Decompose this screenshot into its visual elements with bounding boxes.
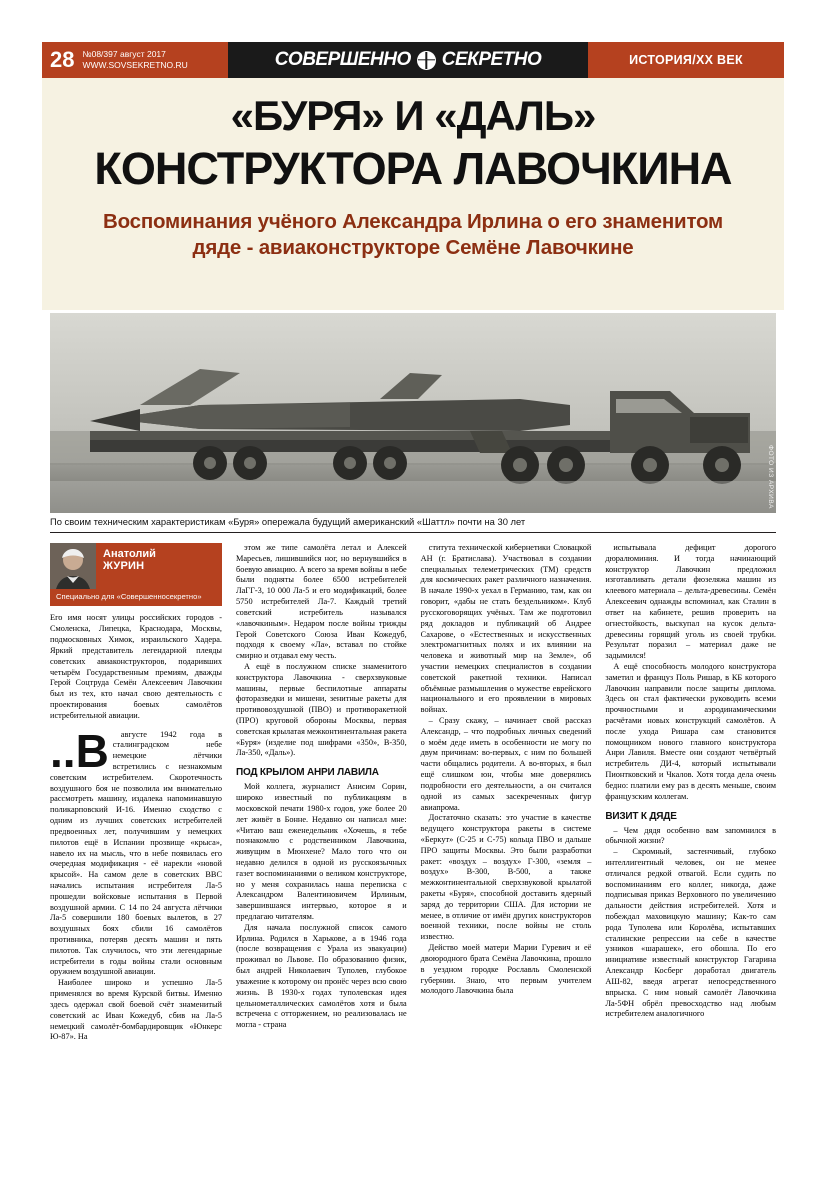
author-bio: Его имя носят улицы российских городов - Смоленска, Липецка, Краснодара, Москвы, подмосковных Химок, израильского Хадера. Яркий представитель легендарной плеяды советских авиаконструкторов, подаривших четырём Государственным премиям, дважды Герой Соцтруда Семён Алексеевич Лавочкин был из тех, кто начал свою деятельность с проектирования боевых самолётов истребительной авиации. bbox=[50, 613, 222, 720]
section-label: ИСТОРИЯ/XX ВЕК bbox=[588, 42, 784, 78]
headline-subtitle: Воспоминания учёного Александра Ирлина о его знаменитом дяде - авиаконструкторе Семёне Лавочкине bbox=[102, 210, 724, 260]
subheading: ВИЗИТ К ДЯДЕ bbox=[605, 810, 677, 822]
masthead bbox=[42, 42, 784, 78]
paragraph: – Чем дядя особенно вам запомнился в обычной жизни? bbox=[605, 825, 777, 846]
column-3 bbox=[421, 543, 592, 1173]
author-last-name: ЖУРИН bbox=[103, 559, 145, 572]
column-1 bbox=[50, 543, 222, 1173]
paragraph: Для начала послужной список самого Ирлина. Родился в Харькове, а в 1946 года (после возвращения с Урала из эвакуации) проживал во Львове. По образованию физик, был андрей Николаевич Туполев, глубокое уважение к которому он пронёс через всю свою жизнь. В 1930-х годах туполевская идея цельнометаллических самолётов хотя и была встречена с отторжением, но реализовалась не могла - страна bbox=[236, 922, 407, 1030]
column-2 bbox=[236, 543, 407, 1173]
issue-info bbox=[82, 49, 187, 72]
photo-caption: По своим техническим характеристикам «Буря» опережала будущий американский «Шаттл» почти на 30 лет bbox=[50, 516, 526, 527]
logo-part1: СОВЕРШЕННО bbox=[274, 49, 411, 70]
divider bbox=[50, 532, 776, 533]
article-columns bbox=[50, 543, 776, 1173]
author-header bbox=[50, 543, 222, 589]
author-avatar bbox=[50, 543, 96, 589]
paragraph: Мой коллега, журналист Анисим Сорин, широко известный по публикациям в московской печати 1980-х годов, уже более 20 лет живёт в Бонне. Недавно он написал мне: «Читаю ваш еженедельник «Хочешь, я тебе познакомлю с родственником Лавочкина, живущим в Мюнхене? Мало того что он недавно делился в одной из русскоязычных газет воспоминаниями о великом конструкторе, но у меня сохранилась наша переписка с Александром Валентиновичем Ирлиным, завершившаяся интервью, которое я и предлагаю читателям. bbox=[236, 782, 407, 921]
photo-illustration bbox=[50, 313, 776, 513]
paragraph: – Скромный, застенчивый, глубоко интеллигентный человек, он не менее отличался редкой отвагой. Если судить по воспоминаниям его коллег, никогда, даже подписывая приказ Верховного по увеличению дальности действия истребителей. Хотя и побеждал маховицкую машину; Как-то сам рода Туполева или Королёва, испытавших сталинские репрессии на себе в качестве узников «шарашек», его обошла. По его инициативе известный конструктор Гагарина Александр Косберг доработал двигатель АШ-82, введя агрегат непосредственного впрыска. С ним новый самолёт Лавочкина Ла-5ФН обрёл превосходство над любым истребителем аналогичного bbox=[605, 847, 777, 1019]
masthead-left bbox=[42, 42, 228, 78]
avatar-portrait bbox=[50, 543, 96, 589]
headline-line1: «БУРЯ» И «ДАЛЬ» bbox=[230, 92, 596, 139]
logo-part2: СЕКРЕТНО bbox=[441, 49, 542, 70]
column-4 bbox=[605, 543, 776, 1173]
paragraph: А ещё в послужном списке знаменитого конструктора Лавочкина - сверхзвуковые машины, первые беспилотные аппараты фоторазведки и мишени, зенитные ракеты для противовоздушной (ПВО) и противоракетной (ПРО) круговой обороны Москвы, первая советская крылатая межконтинентальная ракета «Буря» (изделие под шифрами «350», В-350, Ла-350, «Даль»). bbox=[236, 661, 407, 758]
lead-paragraph bbox=[50, 724, 222, 979]
subheading: ПОД КРЫЛОМ АНРИ ЛАВИЛА bbox=[236, 767, 379, 779]
dropcap: ..В bbox=[50, 724, 109, 777]
issue-date: №08/397 август 2017 bbox=[82, 48, 166, 59]
headline-block bbox=[42, 78, 784, 310]
paragraph: Достаточно сказать: это участие в качестве ведущего конструктора ракеты в системе «Беркут» (С-25 и С-75) кольца ПВО и дальше ПРО защиты Москвы. Это были разработки ракет: «воздух – воздух» Г-300, «земля – воздух» В-300, В-500, а также межконтинентальной сверхзвуковой крылатой ракеты «Буря», способной доставить ядерный заряд до территории США. Для истории не менее, в отличие от имён других конструкторов военной техники, после войны не столь известно. bbox=[420, 813, 592, 942]
paragraph: А ещё способность молодого конструктора заметил и француз Поль Ришар, в КБ которого Лавочкин направили после защиты диплома. Здесь он стал фактически руководить всеми прочностными и аэродинамическими расчётами новых конструкций самолётов. А после ухода Ришара сам становится помощником нового главного конструктора Анри Лавиля. Вместе они создают четвёртый истребитель ДИ-4, который испытывали Пионтковский и Чкалов. Хотя тогда дела очень бедно: платили ему раз в десять меньше, своим французским коллегам. bbox=[605, 661, 777, 801]
paragraph: испытывала дефицит дорогого дюралюминия. И тогда начинающий конструктор Лавочкин предложил изготавливать детали фюзеляжа машин из клеевого материала – дельта-древесины. Семён Алексеевич однажды вспоминал, как Сталин в ответ на кабинете, решив проверить на огнестойкость, выскупал на кусок дельта-древесины горящий уголь из своей трубки. Результат поразил – материал даже не задымился! bbox=[605, 543, 777, 661]
paragraph: – Сразу скажу, – начинает свой рассказ Александр, – что подробных личных сведений о моём деде иметь в особенности не могу по двум причинам: во-первых, с ним по большей части общались родители. А во-вторых, я был ещё слишком юн, чтобы мне доверялись подробности его деятельности, а он считался одной из самых засекреченных фигур авиапрома. bbox=[420, 716, 592, 812]
author-box bbox=[50, 543, 222, 722]
website-url: WWW.SOVSEKRETNO.RU bbox=[82, 60, 188, 70]
masthead-logo bbox=[228, 42, 588, 78]
paragraph: Наиболее широко и успешно Ла-5 применялся во время Курской битвы. Именно здесь одержал свой боевой счёт знаменитый советский ас Иван Кожедуб, сбив на Ла-5 немецкий самолёт-бомбардировщик «Юнкерс Ю-87». На bbox=[50, 978, 222, 1042]
author-first-name: Анатолий bbox=[103, 548, 156, 560]
article-photo bbox=[50, 313, 776, 513]
paragraph: августе 1942 года в сталинградском небе немецкие лётчики встретились с незнакомым советским истребителем. Скоротечность воздушного боя не позволила им внимательно рассмотреть машину, издалека напоминавшую поликарповский И-16. Именно сходство с одним из лучших советских истребителей предвоенных лет, получившим у немецких пилотов ещё в Испании прозвище «крыса», навело их на мысль, что в небе появилась его очередная модификация - её нарекли «новой крысой». На самом деле в советских ВВС начались испытания истребителя Ла-5 прошедли войсковые испытания в Первой воздушной армии. С 14 по 24 августа лётчики Ла-5 совершили 180 боевых вылетов, в 27 воздушных боях сбили 16 самолётов противника, потеряв десять машин и пять пилотов. Так случилось, что эти легендарные истребители в годы войны стали основным оружием воздушной авиации. bbox=[50, 729, 222, 977]
globe-icon bbox=[417, 51, 436, 70]
paragraph: ститута технической кибернетики Словацкой АН (г. Братислава). Участвовал в создании специальных телеметрических (ТМ) средств для космических ракет различного назначения. В начале 1990-х уехал в Германию, там, как он говорит, «дабы не стать бездельником». Клуб русскоговорящих учёных. Там же подготовил ряд докладов и публикаций об Андрее Сахарове, о «Естественных и искусственных электромагнитных полях и их влиянии на человека и животный мир на Земле», об участии немецких специалистов в создании советской ракетной техники. Написал объёмные размышления о мужестве еврейского национального и его проявлении в мировых войнах. bbox=[420, 543, 592, 715]
headline-line2: КОНСТРУКТОРА ЛАВОЧКИНА bbox=[94, 143, 732, 194]
paragraph: этом же типе самолёта летал и Алексей Маресьев, лишившийся ног, но вернувшийся в боевую авиацию. А всего за время войны в небе были подняты более 6500 истребителей ЛаГГ-3, 10 000 Ла-5 и его модификаций, более 5750 истребителей Ла-7. Каждый третий советский истребитель назывался «лавочкиным». Недаром после войны трижды Герой Советского Союза Иван Кожедуб, подходя к своему «Ла», вставал по стойке смирно и отдавал ему честь. bbox=[236, 543, 407, 661]
paragraph: Действо моей матери Марии Гуревич и её двоюродного брата Семёна Лавочкина, прошло в уездном городке Рославль Смоленской губернии. Знаю, что первым учителем молодого Лавочкина была bbox=[420, 943, 592, 996]
page-number: 28 bbox=[50, 47, 75, 72]
logo-text bbox=[275, 49, 542, 71]
photo-credit: ФОТО ИЗ АРХИВА bbox=[767, 445, 774, 509]
author-role: Специально для «Совершенносекретно» bbox=[50, 589, 222, 606]
author-name bbox=[96, 543, 222, 589]
